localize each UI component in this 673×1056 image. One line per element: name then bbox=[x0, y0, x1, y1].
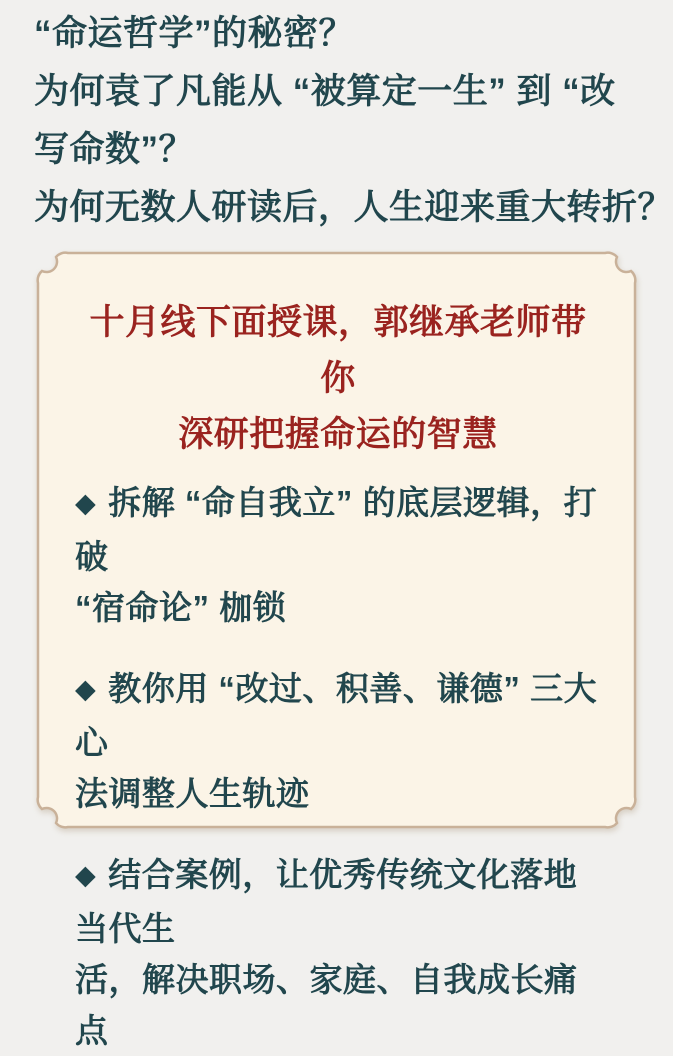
bullet-3-line-1: 结合案例，让优秀传统文化落地当代生 bbox=[75, 856, 578, 947]
course-card bbox=[38, 253, 635, 1049]
bullet-2-line-2: 法调整人生轨迹 bbox=[75, 775, 310, 812]
card-content bbox=[38, 253, 635, 1056]
question-line-2-wrap: 写命数”？ bbox=[34, 130, 195, 169]
bullet-item-2 bbox=[75, 663, 601, 819]
card-heading bbox=[75, 295, 601, 463]
diamond-bullet-icon: ◆ bbox=[75, 674, 97, 704]
question-line-3: 为何无数人研读后，人生迎来重大转折？ bbox=[34, 188, 673, 227]
bullet-1-line-1: 拆解 “命自我立” 的底层逻辑，打破 bbox=[75, 484, 598, 575]
bullet-1-line-2: “宿命论” 枷锁 bbox=[75, 589, 287, 626]
bullet-item-3 bbox=[75, 849, 601, 1056]
card-heading-line-1: 十月线下面授课，郭继承老师带你 bbox=[89, 303, 587, 398]
bullet-list bbox=[75, 477, 601, 1056]
diamond-bullet-icon: ◆ bbox=[75, 860, 97, 890]
question-line-2: 为何袁了凡能从 “被算定一生” 到 “改 bbox=[34, 72, 616, 111]
card-heading-line-2: 深研把握命运的智慧 bbox=[178, 415, 498, 454]
bullet-3-line-2: 活，解决职场、家庭、自我成长痛点 bbox=[75, 961, 578, 1049]
diamond-bullet-icon: ◆ bbox=[75, 488, 97, 518]
question-line-1: “命运哲学”的秘密？ bbox=[34, 14, 355, 53]
bullet-item-1 bbox=[75, 477, 601, 633]
intro-questions bbox=[0, 0, 671, 237]
bullet-2-line-1: 教你用 “改过、积善、谦德” 三大心 bbox=[75, 670, 598, 761]
